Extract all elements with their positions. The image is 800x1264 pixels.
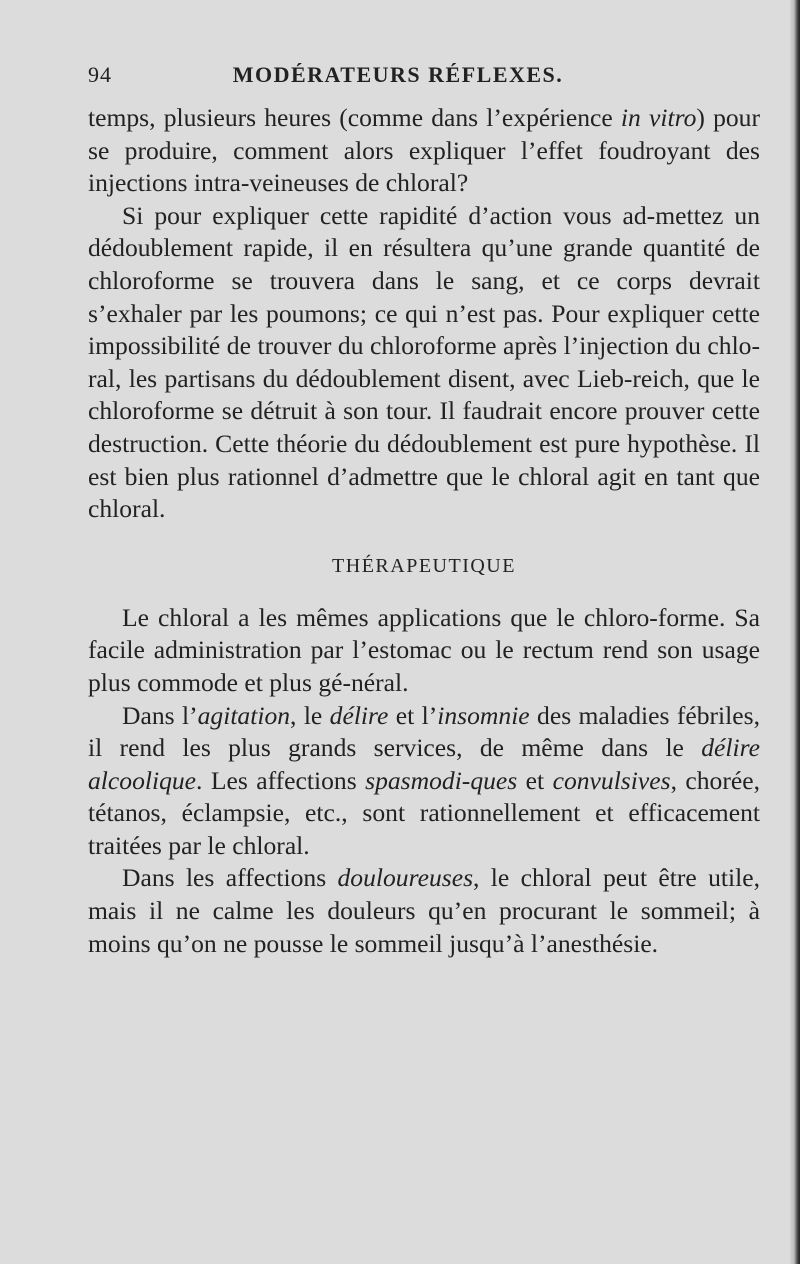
paragraph-continuation: temps, plusieurs heures (comme dans l’expérience in vitro) pour se produire, comment alors expliquer l’effet foudroyant des injections intra-veineuses de chloral?	[88, 103, 760, 198]
italic-term: convulsives	[552, 765, 671, 795]
paragraph: Dans les affections douloureuses, le chloral peut être utile, mais il ne calme les douleurs qu’en procurant le sommeil; à moins qu’on ne pousse le sommeil jusqu’à l’anesthésie.	[88, 863, 760, 958]
italic-term: in vitro	[620, 103, 697, 132]
section-heading: THÉRAPEUTIQUE	[332, 554, 516, 577]
italic-term: délire	[329, 700, 389, 730]
page-edge-shadow	[790, 0, 800, 1264]
italic-term: agitation	[197, 700, 291, 730]
paragraph: Le chloral a les mêmes applications que le chloro-forme. Sa facile administration par l’estomac ou le rectum rend son usage plus commode et plus gé-néral.	[88, 602, 760, 697]
running-title: MODÉRATEURS RÉFLEXES.	[232, 62, 564, 87]
paragraph: Si pour expliquer cette rapidité d’action vous ad-mettez un dédoublement rapide, il en résultera qu’une grande quantité de chloroforme se trouvera dans le sang, et ce corps devrait s’exhaler par les poumons; ce qui n’est pas. Pour expliquer cette impossibilité de trouver du chloroforme après l’injection du chlo-ral, les partisans du dédoublement disent, avec Lieb-reich, que le chloroforme se détruit à son tour. Il faudrait encore prouver cette destruction. Cette théorie du dédoublement est pure hypothèse. Il est bien plus rationnel d’admettre que le chloral agit en tant que chloral.	[88, 200, 760, 524]
italic-term: douloureuses	[337, 863, 474, 893]
paragraph: Dans l’agitation, le délire et l’insomnie des maladies fébriles, il rend les plus grands services, de même dans le délire alcoolique. Les affections spasmodi-ques et convulsives, chorée, tétanos, éclampsie, etc., sont rationnellement et efficacement traitées par le chloral.	[88, 700, 760, 860]
body-text	[88, 102, 760, 960]
page-number: 94	[88, 62, 112, 87]
italic-term: insomnie	[437, 700, 530, 730]
page-header	[88, 62, 748, 96]
italic-term: spasmodi-ques	[365, 765, 518, 795]
italic-term: délire alcoolique	[88, 733, 760, 795]
